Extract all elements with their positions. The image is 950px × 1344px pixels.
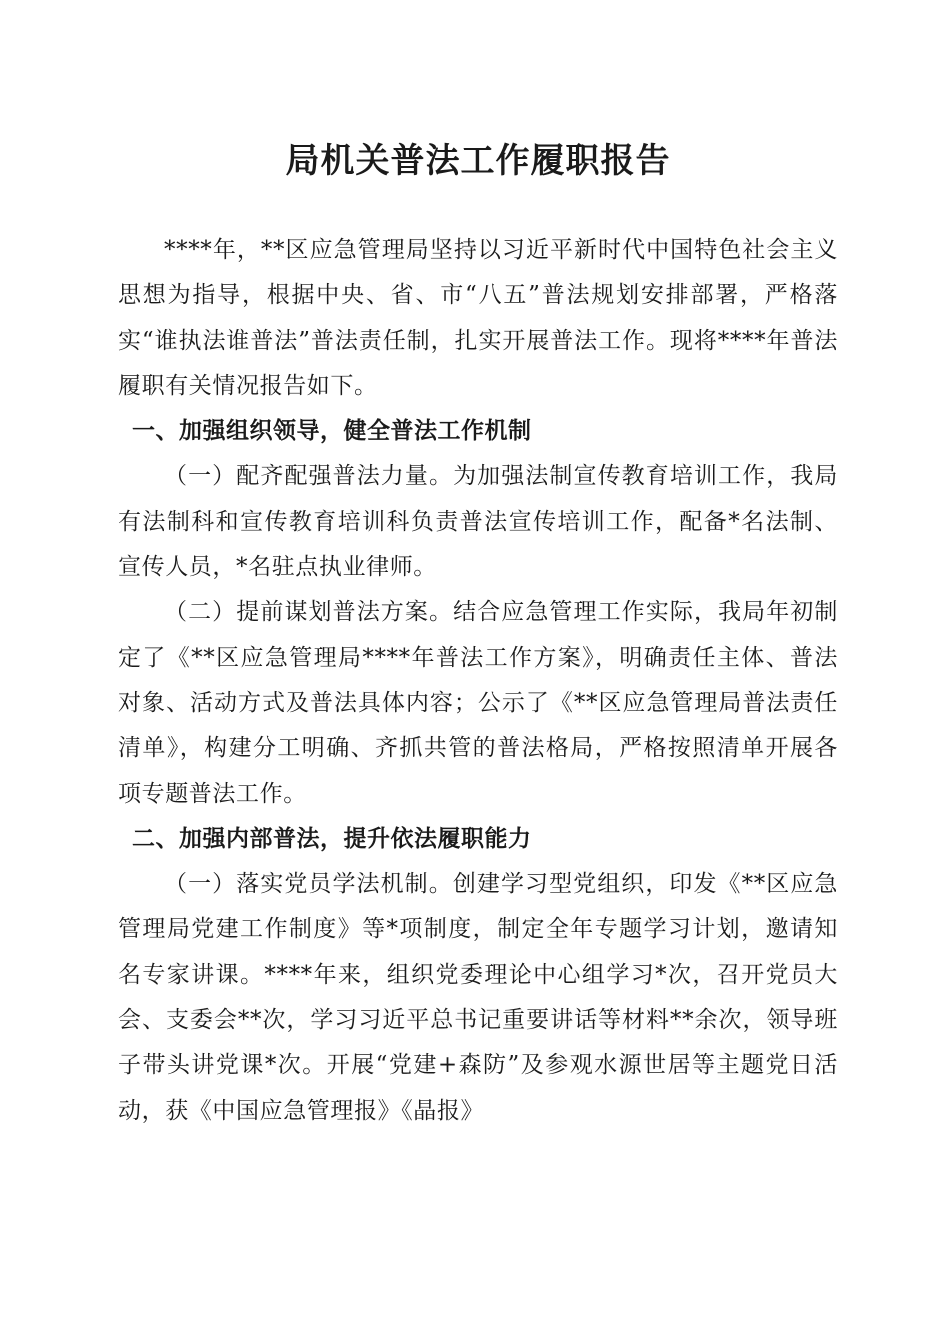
document-body [118, 228, 838, 1134]
section-2-paragraph-1-lead: （一）落实党员学法机制。 [164, 871, 453, 898]
section-1-paragraph-2 [118, 590, 838, 816]
section-2-heading: 二、加强内部普法，提升依法履职能力 [132, 825, 532, 852]
section-1-paragraph-2-text: 结合应急管理工作实际，我局年初制定了《**区应急管理局****年普法工作方案》，明确责任主体、普法对象、活动方式及普法具体内容；公示了《**区应急管理局普法责任清单》，构建分工明确、齐抓共管的普法格局，严格按照清单开展各项专题普法工作。 [118, 599, 838, 807]
section-1-paragraph-1 [118, 454, 838, 590]
section-1-paragraph-2-lead: （二）提前谋划普法方案。 [164, 599, 454, 626]
section-1-heading: 一、加强组织领导，健全普法工作机制 [132, 418, 532, 445]
section-1-paragraph-1-text: 为加强法制宣传教育培训工作，我局有法制科和宣传教育培训科负责普法宣传培训工作，配备*名法制、宣传人员，*名驻点执业律师。 [118, 463, 838, 581]
intro-paragraph: ****年，**区应急管理局坚持以习近平新时代中国特色社会主义思想为指导，根据中央、省、市“八五”普法规划安排部署，严格落实“谁执法谁普法”普法责任制，扎实开展普法工作。现将****年普法履职有关情况报告如下。 [118, 237, 838, 399]
section-2-paragraph-1 [118, 862, 838, 1134]
section-1-paragraph-1-lead: （一）配齐配强普法力量。 [164, 463, 454, 490]
document-title: 局机关普法工作履职报告 [285, 141, 671, 181]
section-2-paragraph-1-text: 创建学习型党组织，印发《**区应急管理局党建工作制度》等*项制度，制定全年专题学习计划，邀请知名专家讲课。****年来，组织党委理论中心组学习*次，召开党员大会、支委会**次，学习习近平总书记重要讲话等材料**余次，领导班子带头讲党课*次。开展“党建+森防”及参观水源世居等主题党日活动，获《中国应急管理报》《晶报》 [118, 871, 839, 1124]
